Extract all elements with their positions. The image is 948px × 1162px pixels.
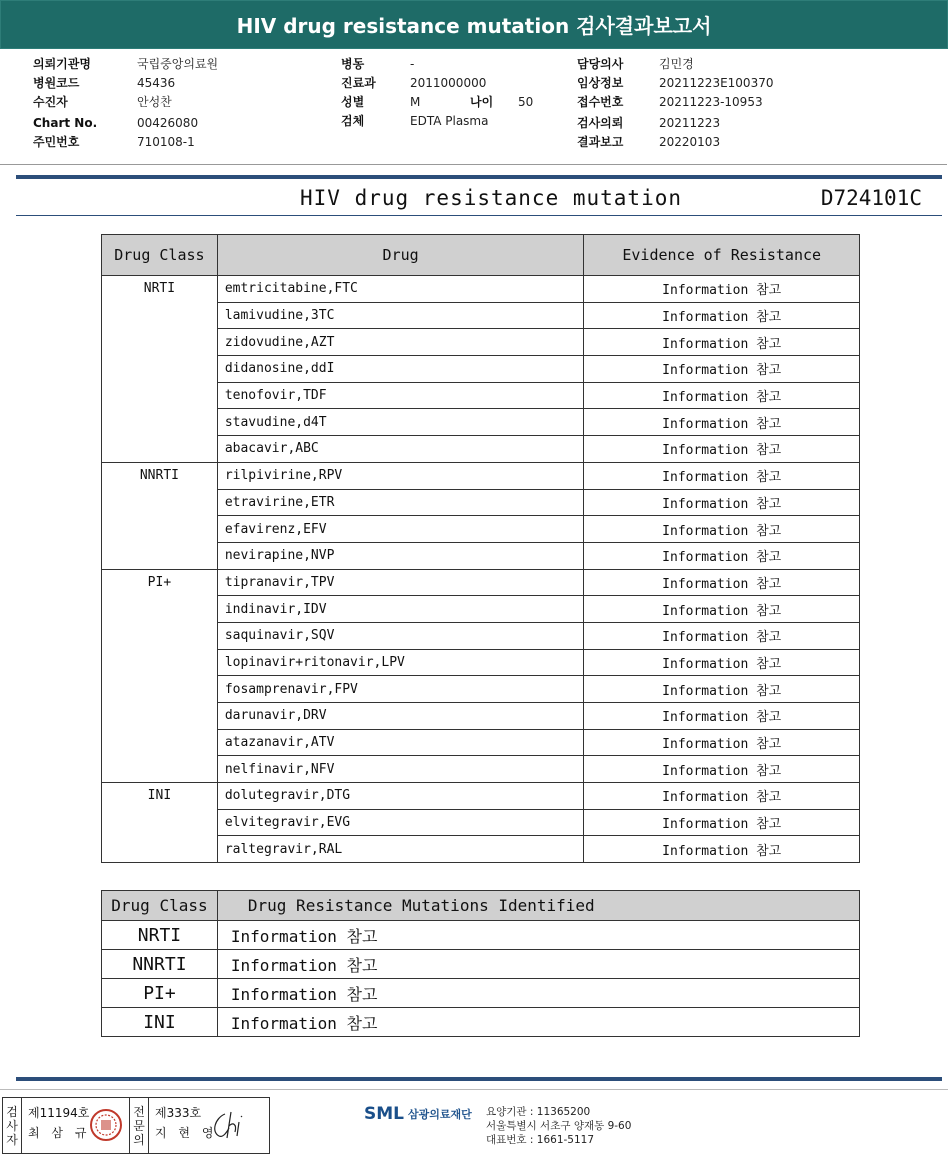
info-value: EDTA Plasma	[410, 114, 489, 128]
info-value: 김민경	[659, 57, 694, 71]
address-line: 요양기관 : 11365200	[486, 1106, 591, 1118]
mutations-table	[101, 890, 860, 1037]
evidence-cell: Information 참고	[584, 542, 860, 569]
evidence-cell: Information 참고	[584, 809, 860, 836]
info-key: 주민번호	[33, 135, 80, 149]
info-key: 수진자	[33, 95, 68, 109]
evidence-cell: Information 참고	[584, 622, 860, 649]
evidence-cell: Information 참고	[584, 462, 860, 489]
info-key: 진료과	[341, 76, 376, 90]
evidence-cell: Information 참고	[584, 356, 860, 383]
info-value: 국립중앙의료원	[137, 57, 219, 71]
mutation-cell: Information 참고	[217, 1008, 859, 1037]
drug-class-cell: PI+	[102, 979, 218, 1008]
drug-cell: rilpivirine,RPV	[217, 462, 584, 489]
section-bottom-rule	[16, 215, 942, 216]
info-key: 검체	[341, 114, 365, 128]
section-code: D724101C	[820, 186, 922, 210]
info-key: 의뢰기관명	[33, 57, 91, 71]
evidence-cell: Information 참고	[584, 302, 860, 329]
patient-info-col3	[577, 55, 773, 152]
drug-cell: efavirenz,EFV	[217, 516, 584, 543]
table-row	[102, 462, 860, 489]
lab-address	[486, 1105, 631, 1147]
tester-label	[3, 1098, 22, 1153]
reviewer-name: 지 현 영	[155, 1126, 218, 1140]
drug-cell: stavudine,d4T	[217, 409, 584, 436]
table-header-row	[102, 235, 860, 276]
mutation-cell: Information 참고	[217, 950, 859, 979]
info-divider	[0, 164, 947, 165]
column-header: Evidence of Resistance	[584, 235, 860, 276]
logo-mark: SML	[364, 1104, 404, 1124]
evidence-cell: Information 참고	[584, 596, 860, 623]
drug-cell: abacavir,ABC	[217, 436, 584, 463]
section-top-rule	[16, 175, 942, 179]
column-header: Drug Class	[102, 891, 218, 921]
info-key: 접수번호	[577, 95, 624, 109]
label-char: 자	[6, 1132, 18, 1147]
drug-cell: atazanavir,ATV	[217, 729, 584, 756]
drug-cell: lamivudine,3TC	[217, 302, 584, 329]
drug-cell: lopinavir+ritonavir,LPV	[217, 649, 584, 676]
age-label: 나이	[470, 95, 494, 109]
drug-cell: indinavir,IDV	[217, 596, 584, 623]
mutation-cell: Information 참고	[217, 921, 859, 950]
drug-cell: saquinavir,SQV	[217, 622, 584, 649]
reviewer-cell	[149, 1098, 257, 1153]
evidence-cell: Information 참고	[584, 382, 860, 409]
drug-cell: nevirapine,NVP	[217, 542, 584, 569]
info-value: 710108-1	[137, 135, 195, 149]
evidence-cell: Information 참고	[584, 276, 860, 303]
evidence-cell: Information 참고	[584, 409, 860, 436]
footer-divider	[0, 1089, 948, 1090]
address-line: 대표번호 : 1661-5117	[486, 1134, 595, 1146]
label-char: 의	[133, 1132, 145, 1147]
drug-cell: fosamprenavir,FPV	[217, 676, 584, 703]
info-key: 병원코드	[33, 76, 80, 90]
info-value: 20220103	[659, 135, 721, 149]
signature-icon	[207, 1108, 247, 1144]
table-row	[102, 569, 860, 596]
column-header: Drug	[217, 235, 584, 276]
tester-license-no: 제11194호	[28, 1106, 90, 1120]
info-value: 안성찬	[137, 95, 172, 109]
column-header: Drug Resistance Mutations Identified	[217, 891, 859, 921]
table-row	[102, 979, 860, 1008]
evidence-cell: Information 참고	[584, 436, 860, 463]
evidence-cell: Information 참고	[584, 649, 860, 676]
drug-cell: etravirine,ETR	[217, 489, 584, 516]
table-row	[102, 276, 860, 303]
drug-class-cell: NRTI	[102, 276, 218, 463]
info-value: 20211223E100370	[659, 76, 774, 90]
info-value: M	[410, 95, 421, 109]
drug-class-cell: INI	[102, 783, 218, 863]
drug-cell: tipranavir,TPV	[217, 569, 584, 596]
footer-rule	[16, 1077, 942, 1081]
info-value: 20211223	[659, 116, 721, 130]
info-key: 성별	[341, 95, 365, 109]
address-line: 서울특별시 서초구 양재동 9-60	[486, 1120, 632, 1132]
label-char: 사	[6, 1118, 18, 1133]
drug-cell: nelfinavir,NFV	[217, 756, 584, 783]
label-char: 문	[133, 1118, 145, 1133]
evidence-cell: Information 참고	[584, 489, 860, 516]
drug-cell: didanosine,ddI	[217, 356, 584, 383]
evidence-cell: Information 참고	[584, 783, 860, 810]
age-value: 50	[518, 95, 534, 109]
evidence-cell: Information 참고	[584, 836, 860, 863]
drug-cell: darunavir,DRV	[217, 703, 584, 730]
reviewer-license-no: 제333호	[155, 1106, 202, 1120]
evidence-cell: Information 참고	[584, 329, 860, 356]
info-value: 00426080	[137, 116, 199, 130]
table-row	[102, 921, 860, 950]
lab-logo	[364, 1104, 472, 1124]
drug-class-cell: NRTI	[102, 921, 218, 950]
evidence-cell: Information 참고	[584, 703, 860, 730]
patient-info-col2	[341, 55, 533, 131]
tester-cell	[22, 1098, 130, 1153]
drug-cell: zidovudine,AZT	[217, 329, 584, 356]
logo-name: 삼광의료재단	[408, 1108, 472, 1121]
info-key: 담당의사	[577, 57, 624, 71]
tester-name: 최 삼 규	[28, 1126, 91, 1140]
evidence-cell: Information 참고	[584, 569, 860, 596]
drug-class-cell: NNRTI	[102, 462, 218, 569]
label-char: 검	[6, 1104, 18, 1119]
info-value: 45436	[137, 76, 176, 90]
evidence-cell: Information 참고	[584, 516, 860, 543]
label-char: 전	[133, 1104, 145, 1119]
signature-box	[2, 1097, 270, 1154]
table-row	[102, 950, 860, 979]
info-key: Chart No.	[33, 116, 98, 130]
drug-cell: emtricitabine,FTC	[217, 276, 584, 303]
report-title: HIV drug resistance mutation 검사결과보고서	[0, 0, 948, 49]
evidence-cell: Information 참고	[584, 676, 860, 703]
mutation-cell: Information 참고	[217, 979, 859, 1008]
drug-class-cell: PI+	[102, 569, 218, 783]
column-header: Drug Class	[102, 235, 218, 276]
table-row	[102, 1008, 860, 1037]
drug-cell: tenofovir,TDF	[217, 382, 584, 409]
drug-class-cell: NNRTI	[102, 950, 218, 979]
drug-class-cell: INI	[102, 1008, 218, 1037]
evidence-cell: Information 참고	[584, 756, 860, 783]
info-key: 검사의뢰	[577, 116, 624, 130]
drug-cell: elvitegravir,EVG	[217, 809, 584, 836]
info-key: 병동	[341, 57, 365, 71]
drug-cell: dolutegravir,DTG	[217, 783, 584, 810]
reviewer-label	[130, 1098, 149, 1153]
seal-stamp-icon	[89, 1108, 123, 1142]
patient-info-col1	[33, 55, 218, 152]
table-header-row	[102, 891, 860, 921]
info-key: 결과보고	[577, 135, 624, 149]
info-value: 2011000000	[410, 76, 487, 90]
info-value: 20211223-10953	[659, 95, 763, 109]
drug-cell: raltegravir,RAL	[217, 836, 584, 863]
info-value: -	[410, 57, 415, 71]
evidence-cell: Information 참고	[584, 729, 860, 756]
info-key: 임상정보	[577, 76, 624, 90]
section-title: HIV drug resistance mutation	[300, 186, 683, 210]
resistance-table	[101, 234, 860, 863]
table-row	[102, 783, 860, 810]
